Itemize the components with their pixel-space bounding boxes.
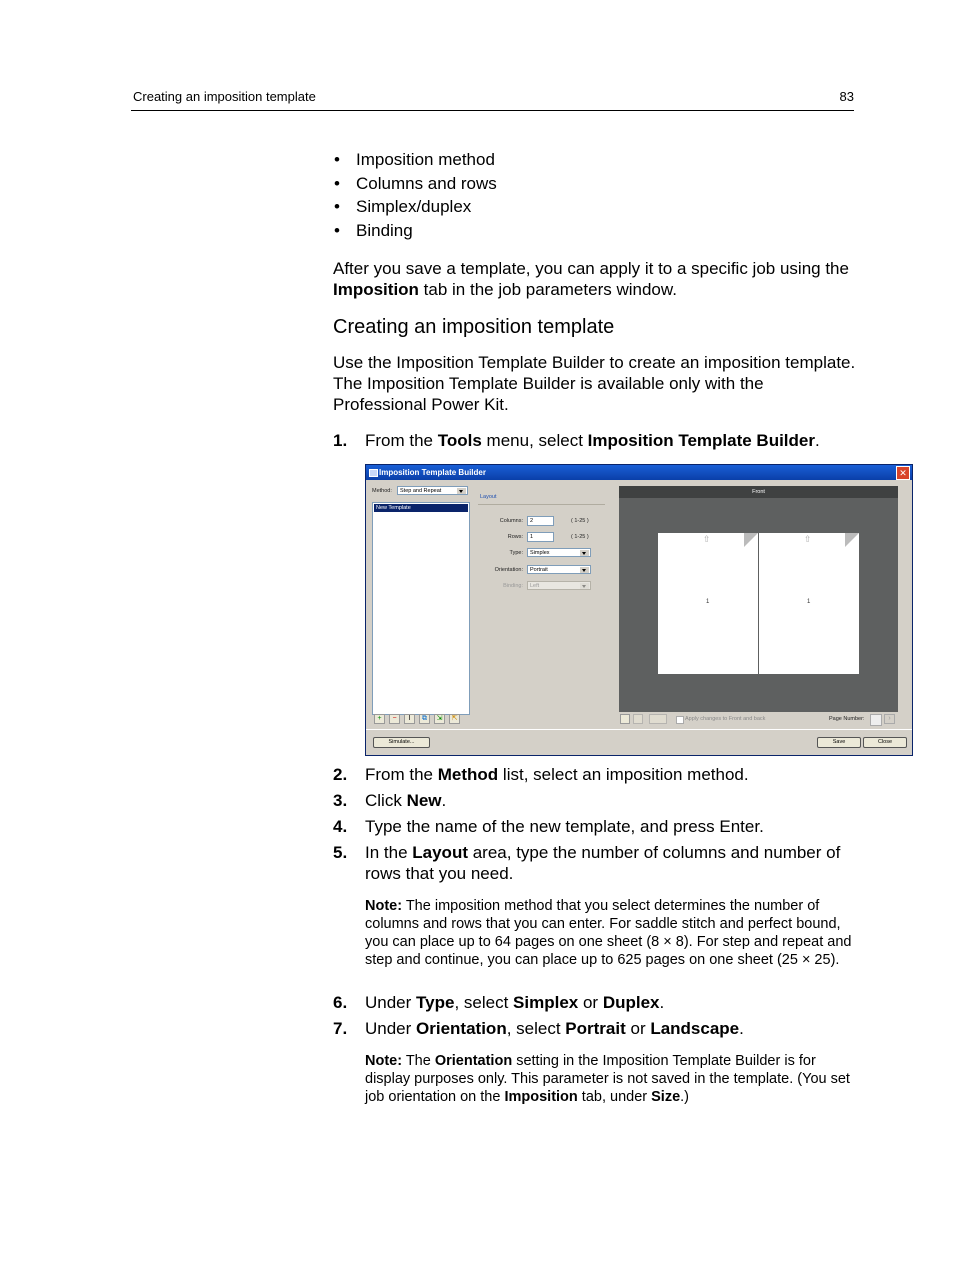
rows-label: Rows: [507, 534, 523, 540]
next-page-icon[interactable]: › [884, 714, 895, 724]
columns-range: ( 1-25 ) [571, 518, 589, 524]
export-template-icon[interactable]: ⇱ [449, 714, 460, 724]
save-button[interactable]: Save [817, 737, 861, 748]
list-item: • Binding [334, 221, 413, 241]
method-label: Method: [372, 488, 392, 494]
intro-paragraph: After you save a template, you can apply it to a specific job using the Imposition tab in the job parameters window. [333, 259, 849, 299]
close-button[interactable]: Close [863, 737, 907, 748]
apply-front-back-label: Apply changes to Front and back [685, 716, 766, 722]
chevron-down-icon [580, 550, 589, 556]
method-select[interactable]: Step and Repeat [397, 486, 468, 495]
apply-front-back-checkbox[interactable] [676, 716, 684, 724]
arrow-up-icon: ⇧ [804, 534, 812, 544]
type-select[interactable]: Simplex [527, 548, 591, 557]
binding-label: Binding: [503, 583, 523, 589]
window-icon [369, 469, 378, 477]
steps-list: 2. From the Method list, select an imposition method. 3. Click New. 4. Type the name of the new template, and press Enter. 5. In the Layout area, type the number of columns and number of rows that you need. Note: The imposition method that you select determines the number of columns and rows that you can enter. For saddle stitch and perfect bound, you can place up to 64 pages on one sheet (8 × 8). For step and repeat and step and continue, you can place up to 625 pages on one sheet (25 × 25). 6. Under Type, select Simplex or Duplex. 7. Under Orientation, select Portrait or Landscape. Note: The Orientation setting in the Imposition Template Builder is for display purposes only. This parameter is not saved in the template. (You set job orientation on the Imposition tab, under Size.) [333, 764, 858, 1109]
section-paragraph: Use the Imposition Template Builder to create an imposition template. The Imposition Template Builder is available only with the Professional Power Kit. [333, 353, 856, 414]
section-heading: Creating an imposition template [333, 316, 615, 338]
rows-range: ( 1-25 ) [571, 534, 589, 540]
page-number: 83 [839, 89, 854, 104]
window-title-bar [366, 465, 912, 480]
page-thumbnail [658, 533, 758, 674]
columns-label: Columns: [499, 518, 523, 524]
rename-template-icon[interactable]: I [404, 714, 415, 724]
preview-title: Front [619, 486, 898, 498]
page-number-label: Page Number: [829, 716, 865, 722]
list-item: • Columns and rows [334, 173, 497, 193]
chevron-down-icon [580, 583, 589, 589]
add-template-icon[interactable]: + [374, 714, 385, 724]
window-title: Imposition Template Builder [379, 468, 486, 477]
import-template-icon[interactable]: ⇲ [434, 714, 445, 724]
window-close-icon[interactable]: ✕ [896, 466, 910, 480]
list-item: • Simplex/duplex [334, 197, 472, 217]
swap-view-icon[interactable] [649, 714, 667, 724]
page-thumbnail-number: 1 [706, 599, 710, 605]
columns-input[interactable]: 2 [527, 516, 554, 526]
arrow-up-icon: ⇧ [703, 534, 711, 544]
list-item: • Imposition method [334, 150, 495, 169]
binding-select: Left [527, 581, 591, 590]
remove-template-icon[interactable]: − [389, 714, 400, 724]
page-fold-icon [845, 533, 859, 547]
layout-divider [478, 504, 605, 505]
back-view-icon[interactable] [633, 714, 643, 724]
simulate-button[interactable]: Simulate... [373, 737, 430, 748]
footer-divider [366, 729, 912, 730]
copy-template-icon[interactable]: ⧉ [419, 714, 430, 724]
preview-pane [619, 486, 898, 712]
layout-title: Layout [480, 494, 497, 500]
page-number-input[interactable] [870, 714, 882, 726]
page-thumbnail [759, 533, 859, 674]
rows-input[interactable]: 1 [527, 532, 554, 542]
orientation-select[interactable]: Portrait [527, 565, 591, 574]
note-orientation: Note: The Orientation setting in the Imposition Template Builder is for display purposes only. This parameter is not saved in the template. (You set job orientation on the Imposition tab, under Size.) [365, 1053, 850, 1105]
chevron-down-icon [457, 488, 466, 494]
page-fold-icon [744, 533, 758, 547]
template-list[interactable] [372, 502, 470, 715]
parameter-bullet-list [333, 148, 863, 243]
imposition-template-builder-screenshot [365, 464, 913, 756]
template-list-item[interactable]: New Template [374, 504, 468, 512]
orientation-label: Orientation: [494, 567, 523, 573]
page-thumbnail-number: 1 [807, 599, 811, 605]
header-rule [131, 110, 854, 111]
type-label: Type: [509, 550, 523, 556]
chevron-down-icon [580, 567, 589, 573]
front-view-icon[interactable] [620, 714, 630, 724]
running-header-title: Creating an imposition template [133, 89, 316, 104]
note-imposition-limits: Note: The imposition method that you select determines the number of columns and rows that you can enter. For saddle stitch and perfect bound, you can place up to 64 pages on one sheet (8 × 8). For step and repeat and step and continue, you can place up to 625 pages on one sheet (25 × 25). [365, 898, 852, 968]
